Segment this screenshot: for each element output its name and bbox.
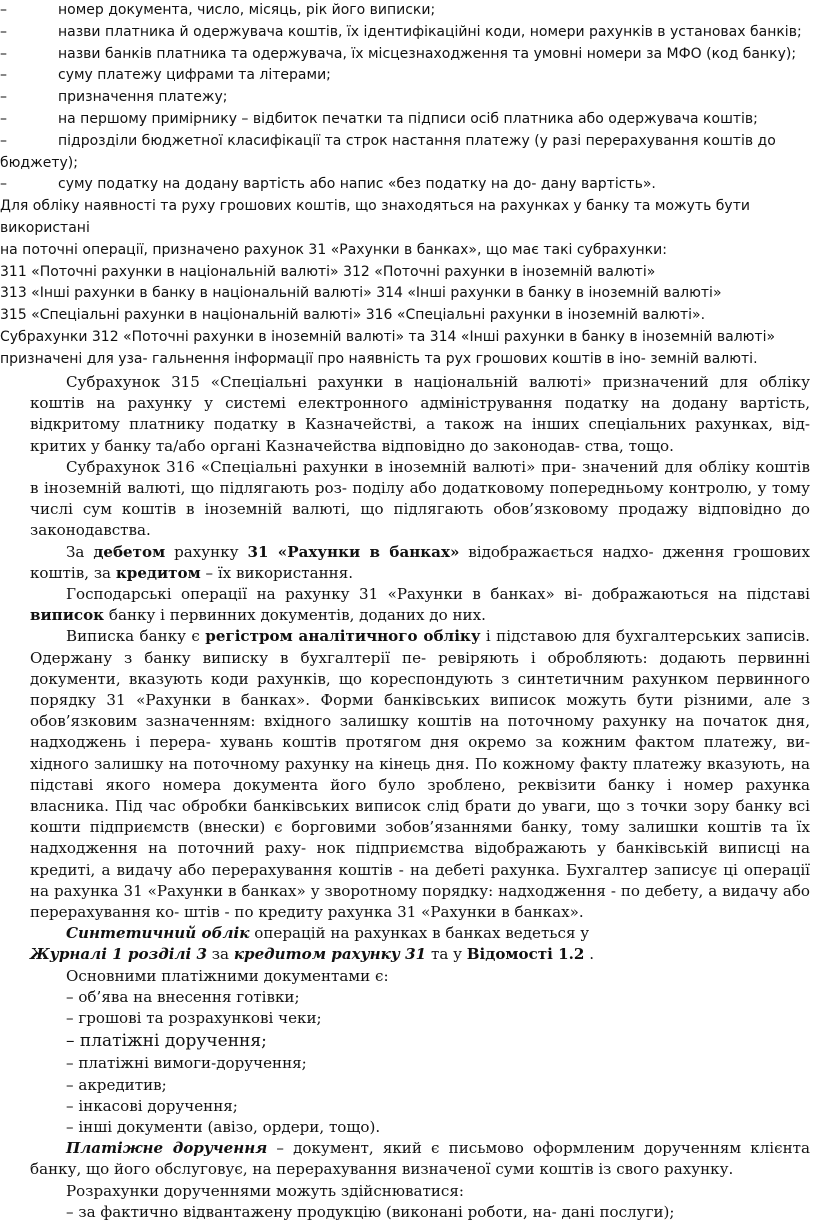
list-item: – платіжні вимоги-доручення; bbox=[66, 1054, 307, 1073]
paragraph: За дебетом рахунку 31 «Рахунки в банках» відображається надхо- дження грошових коштів, за кредитом – їх використання. bbox=[30, 542, 810, 582]
paragraph: Платіжне доручення – документ, який є письмово оформленим дорученням клієнта банку, що його обслуговує, на перерахування визначеної суми коштів із свого рахунку. bbox=[30, 1139, 810, 1179]
paragraph: Субрахунок 316 «Спеціальні рахунки в іноземній валюті» при- значений для обліку коштів в іноземній валюті, що підлягають роз- поділу або додатковому попередньому контролю, у тому числі сум коштів в іноземній валюті, що підлягають обов’язковому продажу відповідно до законодавства. bbox=[30, 457, 810, 540]
text-line: Субрахунки 312 «Поточні рахунки в іноземній валюті» та 314 «Інші рахунки в банку в іноземній валюті» bbox=[0, 328, 776, 345]
list-item: – платіжні доручення; bbox=[66, 1031, 267, 1052]
top-section bbox=[0, 0, 808, 371]
paragraph: Синтетичний облік операцій на рахунках в банках ведеться у bbox=[66, 924, 590, 943]
text-line: призначені для уза- гальнення інформації про наявність та рух грошових коштів в іно- земній валюті. bbox=[0, 350, 758, 367]
paragraph: Виписка банку є регістром аналітичного обліку і підставою для бухгалтерських записів. Одержану з банку виписку в бухгалтерії пе- ревіряють і обробляють: додають первинні документи, вказують коди рахунків, що кореспондують з синтетичним рахунком первинного порядку 31 «Рахунки в банках». Форми банківських виписок можуть бути різними, але з обов’язковим зазначенням: вхідного залишку коштів на поточному рахунку на початок дня, надходжень і перера- хувань коштів протягом дня окремо за кожним фактом платежу, ви- хідного залишку на поточному рахунку на кінець дня. По кожному факту платежу вказують, на підставі якого номера документа його було зроблено, реквізити банку і номер рахунка власника. Під час обробки банківських виписок слід брати до уваги, що з точки зору банку всі кошти підприємств (внески) є борговими зобов’язаннями банку, тому залишки коштів та їх надходження на поточний раху- нок підприємства відображають у банківській виписці на кредиті, а видачу або перерахування коштів - на дебеті рахунка. Бухгалтер записує ці операції на рахунка 31 «Рахунки в банках» у зворотному порядку: надходження - по дебету, а видачу або перерахування ко- штів - по кредиту рахунка 31 «Рахунки в банках». bbox=[30, 627, 810, 922]
paragraph: – за фактично відвантажену продукцію (виконані роботи, на- дані послуги); bbox=[66, 1202, 675, 1221]
text-line: на поточні операції, призначено рахунок 31 «Рахунки в банках», що має такі субрахунки: bbox=[0, 241, 667, 258]
text-line: 313 «Інші рахунки в банку в національній валюті» 314 «Інші рахунки в банку в іноземній валюті» bbox=[0, 285, 722, 302]
text-line: Для обліку наявності та руху грошових коштів, що знаходяться на рахунках у банку та можуть бути використані bbox=[0, 198, 750, 236]
paragraph: Журналі 1 розділі 3 за кредитом рахунку 31 та у Відомості 1.2 . bbox=[30, 945, 594, 964]
list-item: – суму податку на додану вартість або напис «без податку на до- дану вартість». bbox=[0, 176, 656, 193]
text-line: 311 «Поточні рахунки в національній валюті» 312 «Поточні рахунки в іноземній валюті» bbox=[0, 263, 656, 280]
text-line: 315 «Спеціальні рахунки в національній валюті» 316 «Спеціальні рахунки в іноземній валюті». bbox=[0, 307, 706, 324]
list-item: – назви банків платника та одержувача, їх місцезнаходження та умовні номери за МФО (код банку); bbox=[0, 45, 797, 62]
list-item: – на першому примірнику – відбиток печатки та підписи осіб платника або одержувача коштів; bbox=[0, 110, 758, 127]
list-item: – об’ява на внесення готівки; bbox=[66, 987, 300, 1006]
list-item: – грошові та розрахункові чеки; bbox=[66, 1009, 322, 1028]
list-item: – назви платника й одержувача коштів, їх ідентифікаційні коди, номери рахунків в установах банків; bbox=[0, 23, 802, 40]
paragraph: Господарські операції на рахунку 31 «Рахунки в банках» ві- дображаються на підставі виписок банку і первинних документів, доданих до них. bbox=[30, 585, 810, 625]
list-item: – суму платежу цифрами та літерами; bbox=[0, 67, 331, 84]
list-item: – інкасові доручення; bbox=[66, 1096, 238, 1115]
main-text bbox=[30, 372, 810, 1223]
paragraph: Розрахунки дорученнями можуть здійснюватися: bbox=[66, 1181, 464, 1200]
paragraph: Основними платіжними документами є: bbox=[66, 966, 389, 985]
list-item: – призначення платежу; bbox=[0, 89, 228, 106]
list-item: – інші документи (авізо, ордери, тощо). bbox=[66, 1117, 381, 1136]
list-item: – акредитив; bbox=[66, 1075, 167, 1094]
list-item: – номер документа, число, місяць, рік його виписки; bbox=[0, 2, 436, 18]
paragraph: Субрахунок 315 «Спеціальні рахунки в національній валюті» призначений для обліку коштів на рахунку у системі електронного адміністрування податку на додану вартість, відкритому платнику податку в Казначействі, а також на інших спеціальних рахунках, від- критих у банку та/або органі Казначейства відповідно до законодав- ства, тощо. bbox=[30, 373, 810, 455]
list-item: – підрозділи бюджетної класифікації та строк настання платежу (у разі перерахування коштів до бюджету); bbox=[0, 132, 776, 171]
